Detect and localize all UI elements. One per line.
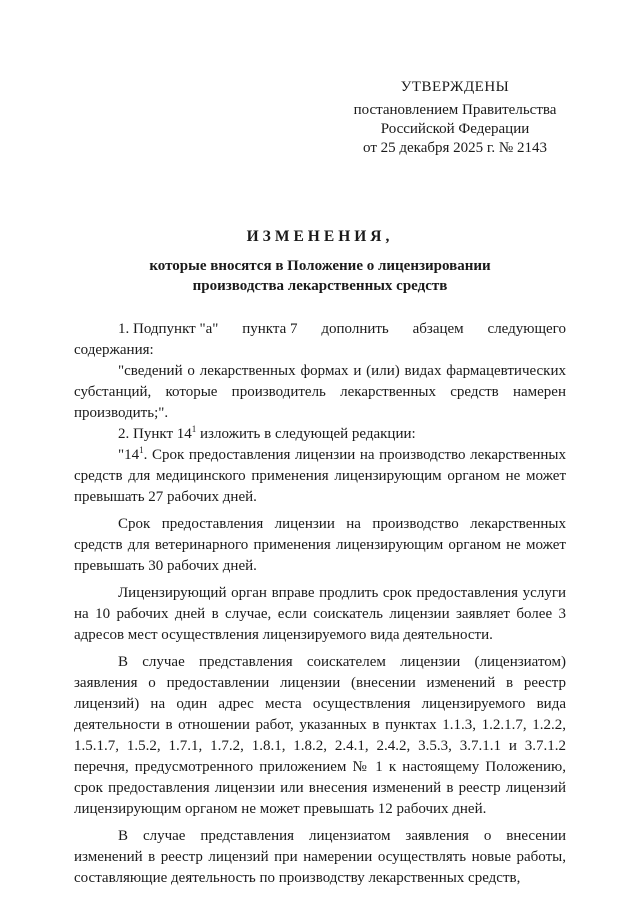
approval-block — [330, 78, 580, 158]
item-1-word: пункта 7 — [242, 321, 298, 337]
paragraph: Срок предоставления лицензии на производство лекарственных средств для ветеринарного применения лицензирующим органом не может превышать 30 рабочих дней. — [74, 516, 566, 574]
document-subtitle — [60, 256, 580, 296]
item-1-lead — [74, 319, 566, 340]
item-1-word: дополнить — [321, 321, 389, 337]
item-1-word: 1. Подпункт "а" — [118, 321, 219, 337]
item-2-quote: "$14^1$. Срок предоставления лицензии на производство лекарственных средств для медицинского применения лицензирующим органом не может превышать 27 рабочих дней. — [74, 445, 566, 505]
subtitle-line: которые вносятся в Положение о лицензировании — [149, 258, 491, 274]
document-body — [74, 319, 566, 889]
item-1-quote: "сведений о лекарственных формах и (или) видах фармацевтических субстанций, которые производитель лекарственных средств намерен производить;". — [74, 363, 566, 421]
paragraph: В случае представления лицензиатом заявления о внесении изменений в реестр лицензий при намерении осуществлять новые работы, составляющие деятельность по производству лекарственных средств, — [74, 828, 566, 886]
paragraph: В случае представления соискателем лицензии (лицензиатом) заявления о предоставлении лицензии (внесении изменений в реестр лицензий) на один адрес места осуществления лицензируемого вида деятельности в отношении работ, указанных в пунктах 1.1.3, 1.2.1.7, 1.2.2, 1.5.1.7, 1.5.2, 1.7.1, 1.7.2, 1.8.1, 1.8.2, 2.4.1, 2.4.2, 3.5.3, 3.7.1.1 и 3.7.1.2 перечня, предусмотренного приложением № 1 к настоящему Положению, срок предоставления лицензии или внесения изменений в реестр лицензий лицензирующим органом не может превышать 12 рабочих дней. — [74, 654, 566, 817]
item-1-word: абзацем — [412, 321, 464, 337]
approval-line: постановлением Правительства — [353, 102, 557, 118]
superscript: 1 — [139, 445, 144, 455]
document-title: ИЗМЕНЕНИЯ, — [246, 228, 394, 245]
approval-line: Российской Федерации — [380, 121, 530, 137]
item-1-continuation: содержания: — [74, 342, 154, 358]
approval-heading: УТВЕРЖДЕНЫ — [400, 79, 510, 95]
subtitle-line: производства лекарственных средств — [192, 278, 448, 294]
item-1-word: следующего — [487, 321, 566, 337]
approval-date-line: от 25 декабря 2025 г. № 2143 — [363, 140, 547, 156]
superscript: 1 — [191, 424, 197, 434]
paragraph: Лицензирующий орган вправе продлить срок предоставления услуги на 10 рабочих дней в случае, если соискатель лицензии заявляет более 3 адресов мест осуществления лицензируемого вида деятельности. — [74, 585, 566, 643]
item-2-lead: 2. Пункт $14^1$ изложить в следующей редакции: — [118, 424, 416, 442]
title-block — [60, 227, 580, 296]
